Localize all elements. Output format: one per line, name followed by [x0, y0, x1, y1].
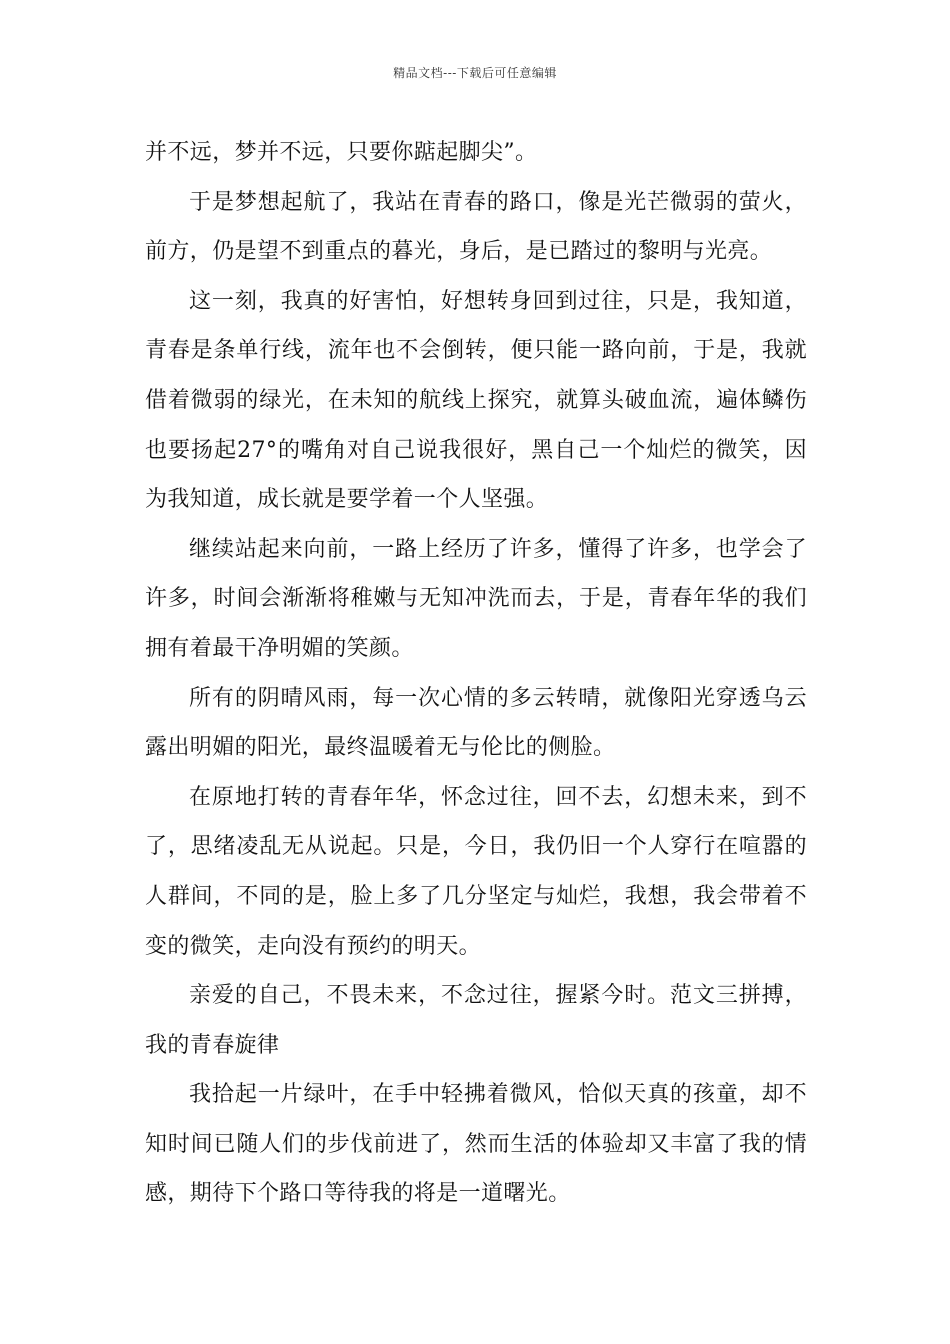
paragraph-5: 所有的阴晴风雨，每一次心情的多云转晴，就像阳光穿透乌云露出明媚的阳光，最终温暖着无与伦比的侧脸。 [145, 685, 807, 761]
paragraph-4: 继续站起来向前，一路上经历了许多，懂得了许多，也学会了许多，时间会渐渐将稚嫩与无知冲洗而去，于是，青春年华的我们拥有着最干净明媚的笑颜。 [145, 536, 807, 661]
paragraph-8: 我拾起一片绿叶，在手中轻拂着微风，恰似天真的孩童，却不知时间已随人们的步伐前进了，然而生活的体验却又丰富了我的情感，期待下个路口等待我的将是一道曙光。 [145, 1082, 807, 1207]
paragraph-3: 这一刻，我真的好害怕，好想转身回到过往，只是，我知道，青春是条单行线，流年也不会倒转，便只能一路向前，于是，我就借着微弱的绿光，在未知的航线上探究，就算头破血流，遍体鳞伤也要扬起27°的嘴角对自己说我很好，黑自己一个灿烂的微笑，因为我知道，成长就是要学着一个人坚强。 [145, 288, 807, 513]
paragraph-7: 亲爱的自己，不畏未来，不念过往，握紧今时。范文三拼搏，我的青春旋律 [145, 983, 807, 1058]
paragraph-2: 于是梦想起航了，我站在青春的路口，像是光芒微弱的萤火，前方，仍是望不到重点的暮光，身后，是已踏过的黎明与光亮。 [145, 189, 807, 265]
page-header: 精品文档---下载后可任意编辑 [393, 66, 557, 80]
paragraph-6: 在原地打转的青春年华，怀念过往，回不去，幻想未来，到不了，思绪凌乱无从说起。只是，今日，我仍旧一个人穿行在喧嚣的人群间，不同的是，脸上多了几分坚定与灿烂，我想，我会带着不变的微笑，走向没有预约的明天。 [145, 784, 807, 959]
document-body [145, 128, 807, 1219]
paragraph-1: 并不远，梦并不远，只要你踮起脚尖”。 [145, 140, 538, 165]
